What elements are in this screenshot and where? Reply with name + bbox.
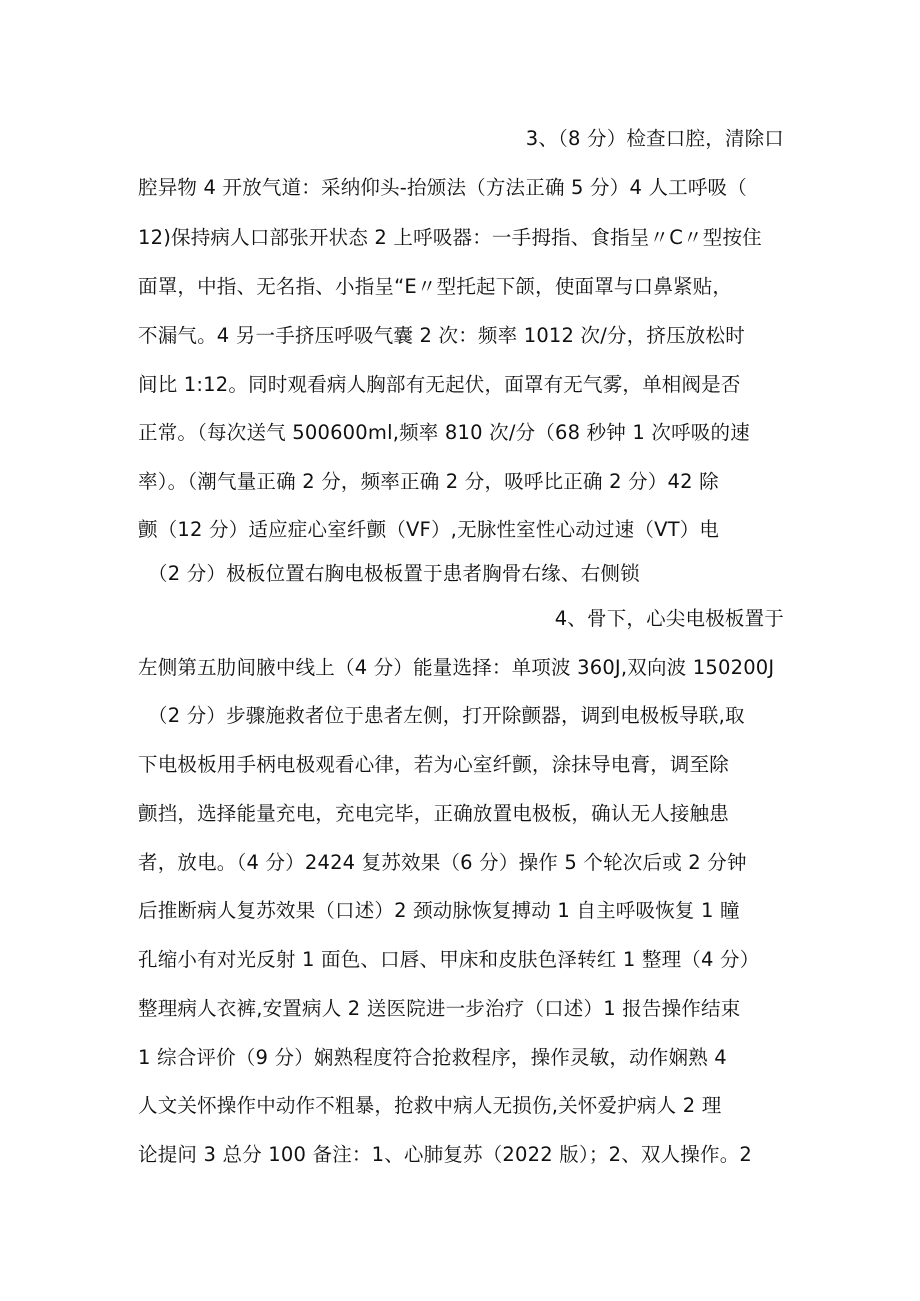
text-line: （2 分）极板位置右胸电极板置于患者胸骨右缘、右侧锁 xyxy=(148,562,640,585)
text-line: 腔异物 4 开放气道：采纳仰头-抬颁法（方法正确 5 分）4 人工呼吸（ xyxy=(138,176,747,199)
text-line: 后推断病人复苏效果（口述）2 颈动脉恢复搏动 1 自主呼吸恢复 1 瞳 xyxy=(138,899,740,922)
text-line: 正常。（每次送气 500600ml,频率 810 次/分（68 秒钟 1 次呼吸的速 xyxy=(138,421,750,444)
text-line: 间比 1:12。同时观看病人胸部有无起伏，面罩有无气雾，单相阀是否 xyxy=(138,373,741,396)
text-line: 颤挡，选择能量充电，充电完毕，正确放置电极板，确认无人接触患 xyxy=(138,802,730,825)
text-line: 4、骨下，心尖电极板置于 xyxy=(554,607,784,630)
text-line: 颤（12 分）适应症心室纤颤（VF）,无脉性室性心动过速（VT）电 xyxy=(138,518,720,541)
text-line: （2 分）步骤施救者位于患者左侧，打开除颤器，调到电极板导联,取 xyxy=(148,704,745,727)
text-line: 下电极板用手柄电极观看心律，若为心室纤颤，涂抹导电膏，调至除 xyxy=(138,753,730,776)
text-line: 12)保持病人口部张开状态 2 上呼吸器：一手拇指、食指呈〃C〃型按住 xyxy=(138,226,762,249)
text-line: 3、（8 分）检查口腔，清除口 xyxy=(525,127,784,150)
text-line: 不漏气。4 另一手挤压呼吸气囊 2 次：频率 1012 次/分，挤压放松时 xyxy=(138,324,745,347)
text-line: 论提问 3 总分 100 备注：1、心肺复苏（2022 版）；2、双人操作。2 xyxy=(138,1143,753,1166)
text-line: 人文关怀操作中动作不粗暴，抢救中病人无损伤,关怀爱护病人 2 理 xyxy=(138,1094,722,1117)
text-line: 率）。（潮气量正确 2 分，频率正确 2 分，吸呼比正确 2 分）42 除 xyxy=(138,470,719,493)
text-line: 1 综合评价（9 分）娴熟程度符合抢救程序，操作灵敏，动作娴熟 4 xyxy=(138,1046,727,1069)
text-line: 左侧第五肋间腋中线上（4 分）能量选择：单项波 360J,双向波 150200J xyxy=(138,656,775,679)
text-line: 者，放电。（4 分）2424 复苏效果（6 分）操作 5 个轮次后或 2 分钟 xyxy=(138,851,747,874)
text-line: 孔缩小有对光反射 1 面色、口唇、甲床和皮肤色泽转红 1 整理（4 分） xyxy=(138,948,760,971)
text-line: 面罩，中指、无名指、小指呈“E〃型托起下颌，使面罩与口鼻紧贴， xyxy=(138,275,733,298)
text-line: 整理病人衣裤,安置病人 2 送医院进一步治疗（口述）1 报告操作结束 xyxy=(138,997,741,1020)
